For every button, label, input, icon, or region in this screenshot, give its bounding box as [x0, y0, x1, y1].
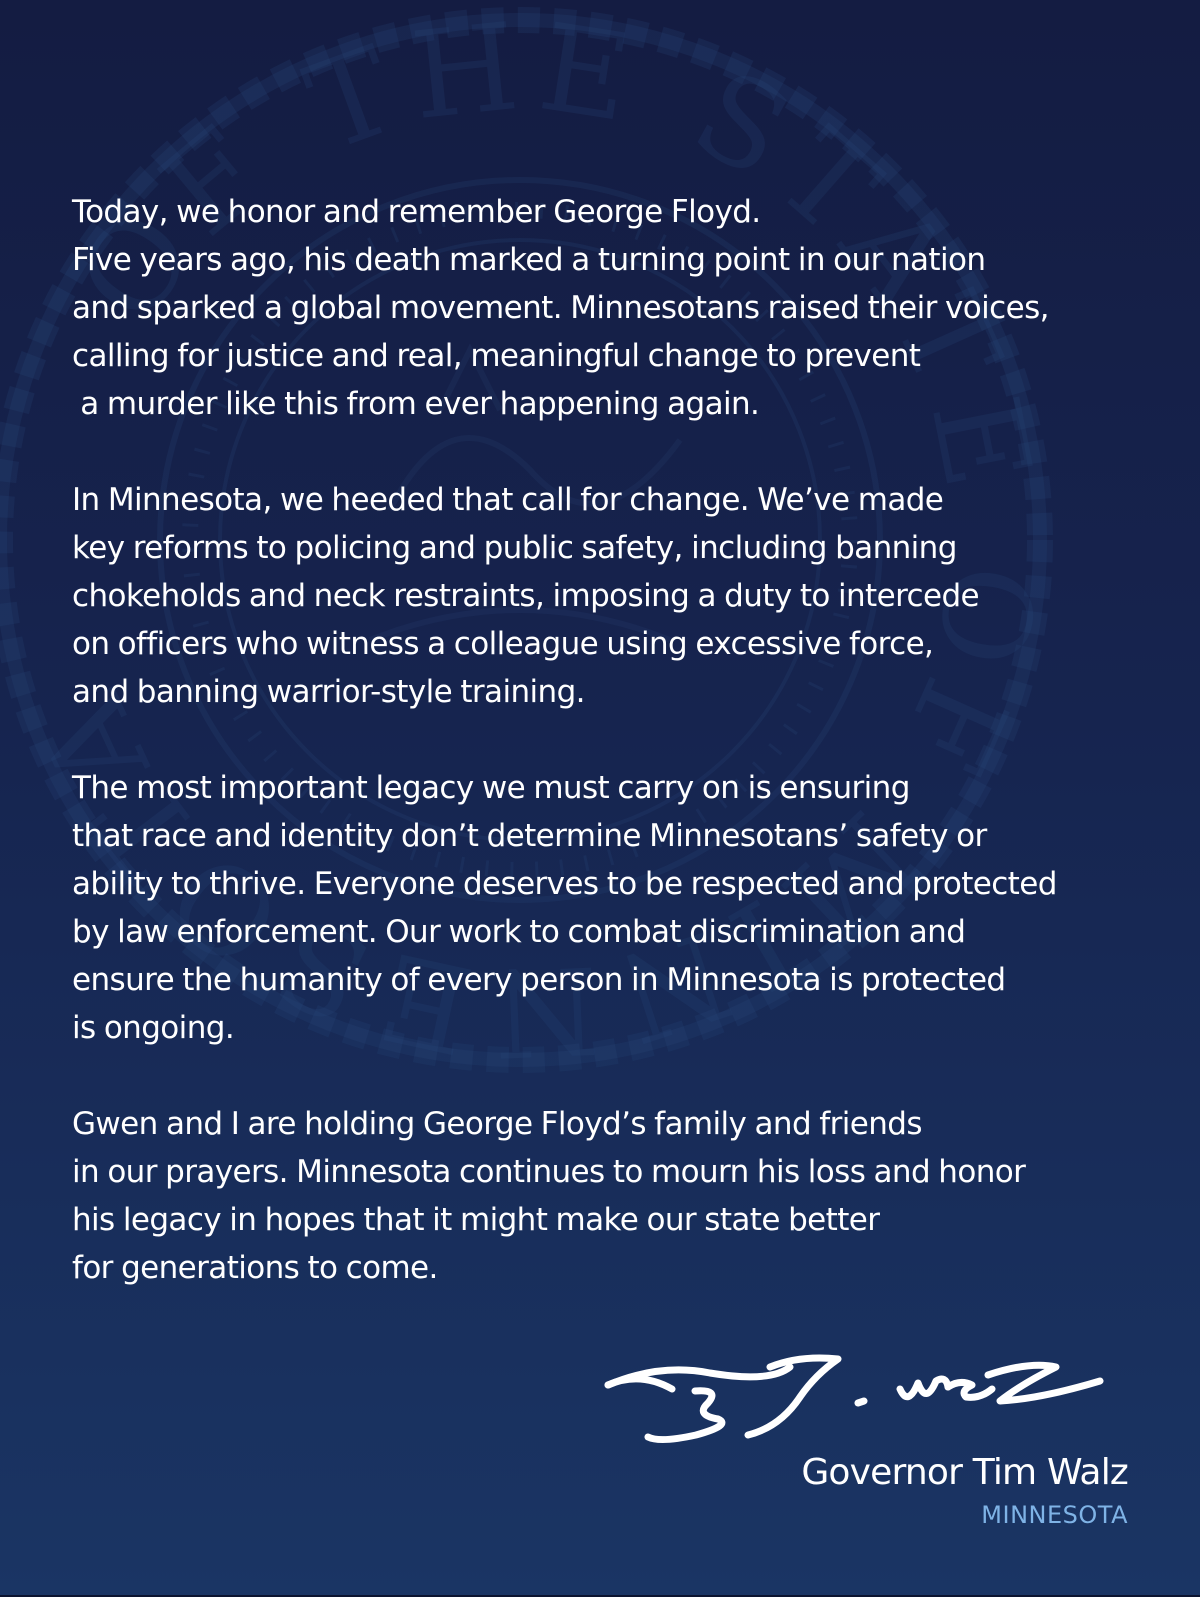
statement-line: that race and identity don’t determine Minnesotans’ safety or	[72, 818, 987, 854]
statement-paragraph	[72, 188, 1152, 428]
statement-line: The most important legacy we must carry on is ensuring	[72, 770, 910, 806]
statement-line: ability to thrive. Everyone deserves to be respected and protected	[72, 866, 1057, 902]
statement-line: his legacy in hopes that it might make our state better	[72, 1202, 880, 1238]
statement-line: In Minnesota, we heeded that call for change. We’ve made	[72, 482, 944, 518]
statement-line: Gwen and I are holding George Floyd’s family and friends	[72, 1106, 922, 1142]
statement-line: chokeholds and neck restraints, imposing a duty to intercede	[72, 578, 980, 614]
statement-line: Five years ago, his death marked a turning point in our nation	[72, 242, 986, 278]
statement-line: ensure the humanity of every person in Minnesota is protected	[72, 962, 1006, 998]
signatory-state: MINNESOTA	[981, 1501, 1128, 1529]
signatory-name: Governor Tim Walz	[801, 1452, 1128, 1493]
statement-line: a murder like this from ever happening again.	[72, 386, 760, 422]
statement-paragraph	[72, 764, 1152, 1052]
handwritten-signature-icon	[600, 1345, 1130, 1455]
statement-line: Today, we honor and remember George Floyd.	[72, 194, 761, 230]
statement-body	[72, 188, 1152, 1340]
statement-paragraph	[72, 476, 1152, 716]
statement-line: is ongoing.	[72, 1010, 235, 1046]
statement-line: for generations to come.	[72, 1250, 438, 1286]
statement-line: in our prayers. Minnesota continues to mourn his loss and honor	[72, 1154, 1026, 1190]
statement-line: on officers who witness a colleague using excessive force,	[72, 626, 934, 662]
seal-arc-text: OF THE STATE OF MINNESOTA	[8, 0, 1062, 1083]
statement-line: by law enforcement. Our work to combat discrimination and	[72, 914, 966, 950]
statement-line: calling for justice and real, meaningful change to prevent	[72, 338, 921, 374]
statement-line: and sparked a global movement. Minnesotans raised their voices,	[72, 290, 1049, 326]
statement-paragraph	[72, 1100, 1152, 1292]
statement-line: and banning warrior-style training.	[72, 674, 585, 710]
statement-line: key reforms to policing and public safety, including banning	[72, 530, 957, 566]
